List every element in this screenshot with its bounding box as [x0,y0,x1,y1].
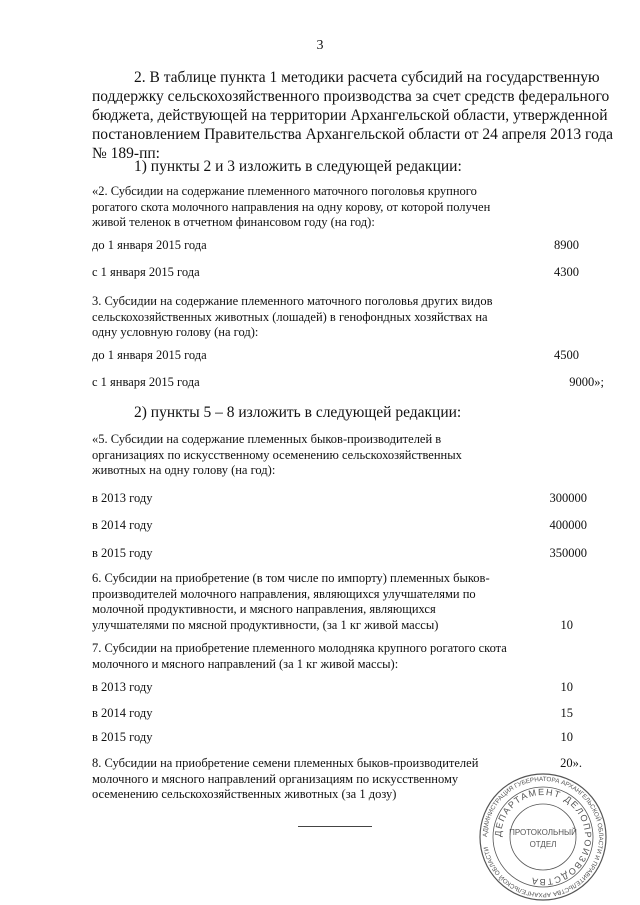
p5-row-1-value: 300000 [549,491,587,505]
paragraph-6: 6. Субсидии на приобретение (в том числе по импорту) племенных быков-производителей молочного направления, являющихся улучшателями по молочной продуктивности, и мясного направления, являющихся улучшателями по мясной продуктивности, (за 1 кг живой массы) [92,571,490,632]
p7-row-2-label: в 2014 году [92,706,153,720]
p3-row-1-label: до 1 января 2015 года [92,348,207,362]
p2-row-1-value: 8900 [554,238,579,252]
p7-row-3-label: в 2015 году [92,730,153,744]
p2-row-2-value: 4300 [554,265,579,279]
paragraph-5: «5. Субсидии на содержание племенных быков-производителей в организациях по искусственному осеменению сельскохозяйственных животных на одну голову (на год): [92,432,462,477]
p3-row-1-value: 4500 [554,348,579,362]
stamp-center-line-1: ПРОТОКОЛЬНЫЙ [509,828,577,837]
stamp-center-line-2: ОТДЕЛ [529,840,557,849]
p5-row-3-value: 350000 [549,546,587,560]
p7-row-1-value: 10 [560,680,573,694]
p3-row-2-value: 9000»; [569,375,604,389]
p5-row-2-label: в 2014 году [92,518,153,532]
p7-row-1-label: в 2013 году [92,680,153,694]
p6-value: 10 [560,618,573,632]
paragraph-8: 8. Субсидии на приобретение семени племенных быков-производителей молочного и мясного направлений организациям по искусственному осеменению сельскохозяйственных животных (за 1 дозу) [92,756,479,801]
p8-value: 20». [560,756,582,770]
item2-heading: 2) пункты 5 – 8 изложить в следующей редакции: [134,404,462,421]
paragraph-3: 3. Субсидии на содержание племенного маточного поголовья других видов сельскохозяйственных животных (лошадей) в генофондных хозяйствах на одну условную голову (на год): [92,294,493,339]
page-number: 3 [316,38,324,53]
p2-row-2-label: с 1 января 2015 года [92,265,200,279]
p7-row-2-value: 15 [560,706,573,720]
intro-line-2: поддержку сельскохозяйственного производства за счет средств федерального [92,88,610,105]
p3-row-2-label: с 1 января 2015 года [92,375,200,389]
stamp-inner-text: ДЕПАРТАМЕНТ ДЕЛОПРОИЗВОДСТВА [492,786,594,888]
intro-line-3: бюджета, действующей на территории Архангельской области, утвержденной [92,107,608,124]
paragraph-2: «2. Субсидии на содержание племенного маточного поголовья крупного рогатого скота молочного направления на одну корову, от которой получен живой теленок в отчетном финансовом году (на год): [92,184,491,229]
item1-heading: 1) пункты 2 и 3 изложить в следующей редакции: [134,158,462,175]
p5-row-2-value: 400000 [549,518,587,532]
p2-row-1-label: до 1 января 2015 года [92,238,207,252]
intro-line-4: постановлением Правительства Архангельской области от 24 апреля 2013 года [92,126,614,143]
p7-row-3-value: 10 [560,730,573,744]
signature-line [298,826,372,827]
intro-line-5: № 189-пп: [92,145,160,162]
p5-row-3-label: в 2015 году [92,546,153,560]
p5-row-1-label: в 2013 году [92,491,153,505]
stamp-outer-text: АДМИНИСТРАЦИЯ ГУБЕРНАТОРА АРХАНГЕЛЬСКОЙ ОБЛАСТИ И ПРАВИТЕЛЬСТВА АРХАНГЕЛЬСКОЙ ОБЛАСТИ [481,775,605,899]
paragraph-7: 7. Субсидии на приобретение племенного молодняка крупного рогатого скота молочного и мясного направлений (за 1 кг живой массы): [92,641,507,671]
department-stamp [478,772,608,902]
intro-line-1: 2. В таблице пункта 1 методики расчета субсидий на государственную [134,69,600,86]
